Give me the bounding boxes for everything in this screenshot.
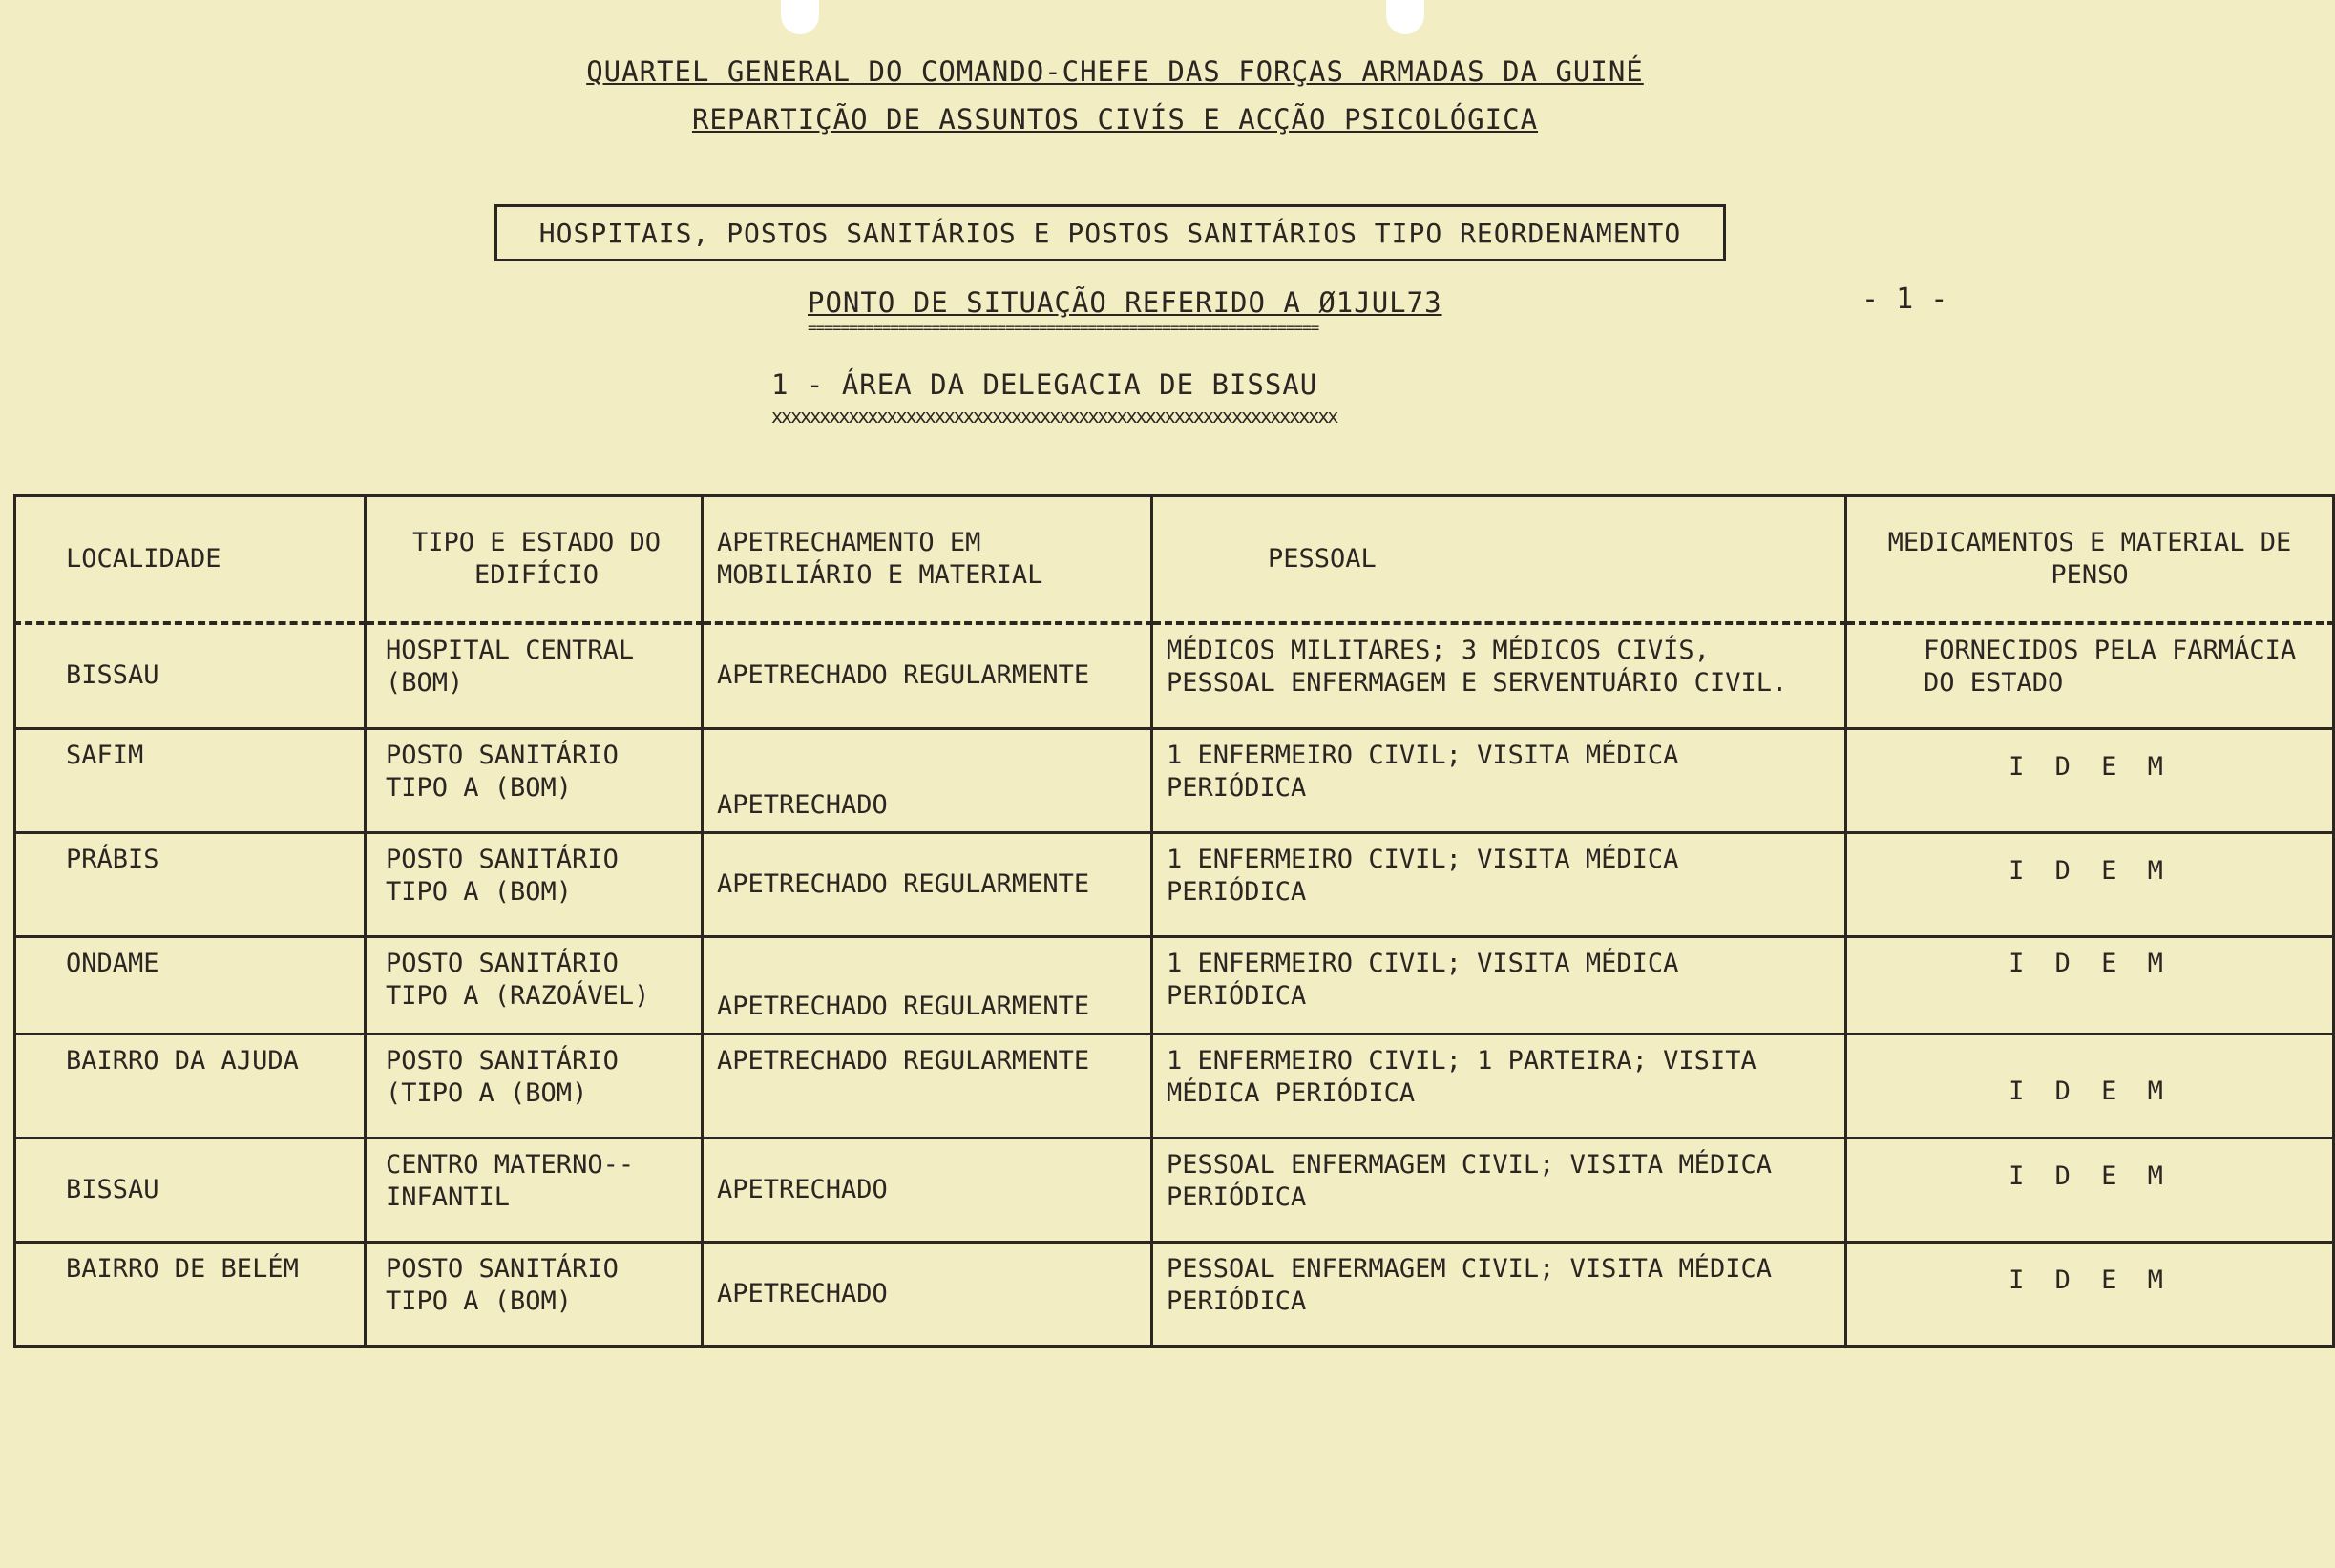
cell-apetrechamento: APETRECHADO REGULARMENTE [703,832,1152,936]
col-medicamentos: MEDICAMENTOS E MATERIAL DE PENSO [1846,496,2334,624]
cell-medicamentos: I D E M [1846,1242,2334,1346]
table-row [15,1138,2334,1242]
cell-tipo: CENTRO MATERNO--INFANTIL [366,1138,703,1242]
header-line-1: QUARTEL GENERAL DO COMANDO-CHEFE DAS FORÇAS ARMADAS DA GUINÉ [586,55,1644,88]
cell-apetrechamento: APETRECHADO REGULARMENTE [703,936,1152,1034]
cell-tipo: POSTO SANITÁRIO TIPO A (RAZOÁVEL) [366,936,703,1034]
health-facilities-table [13,494,2335,1348]
cell-localidade: BISSAU [15,1138,366,1242]
cell-pessoal: 1 ENFERMEIRO CIVIL; VISITA MÉDICA PERIÓDICA [1152,728,1846,832]
table-row [15,623,2334,728]
cell-tipo: POSTO SANITÁRIO TIPO A (BOM) [366,832,703,936]
cell-medicamentos: I D E M [1846,832,2334,936]
cell-localidade: BISSAU [15,623,366,728]
cell-apetrechamento: APETRECHADO [703,1242,1152,1346]
cell-localidade: ONDAME [15,936,366,1034]
cell-medicamentos: I D E M [1846,728,2334,832]
table-row [15,728,2334,832]
cell-apetrechamento: APETRECHADO REGULARMENTE [703,1034,1152,1138]
col-pessoal: PESSOAL [1152,496,1846,624]
cell-tipo: POSTO SANITÁRIO (TIPO A (BOM) [366,1034,703,1138]
cell-medicamentos: I D E M [1846,1138,2334,1242]
cell-pessoal: 1 ENFERMEIRO CIVIL; VISITA MÉDICA PERIÓDICA [1152,936,1846,1034]
cell-pessoal: 1 ENFERMEIRO CIVIL; 1 PARTEIRA; VISITA MÉDICA PERIÓDICA [1152,1034,1846,1138]
x-rule: xxxxxxxxxxxxxxxxxxxxxxxxxxxxxxxxxxxxxxxxxxxxxxxxxxxxxxxxxxx [771,405,1337,428]
cell-localidade: PRÁBIS [15,832,366,936]
table-row [15,936,2334,1034]
col-apetrechamento: APETRECHAMENTO EM MOBILIÁRIO E MATERIAL [703,496,1152,624]
table-row [15,832,2334,936]
cell-medicamentos: I D E M [1846,936,2334,1034]
cell-apetrechamento: APETRECHADO [703,728,1152,832]
cell-pessoal: 1 ENFERMEIRO CIVIL; VISITA MÉDICA PERIÓDICA [1152,832,1846,936]
cell-tipo: POSTO SANITÁRIO TIPO A (BOM) [366,728,703,832]
cell-pessoal: PESSOAL ENFERMAGEM CIVIL; VISITA MÉDICA PERIÓDICA [1152,1242,1846,1346]
cell-pessoal: MÉDICOS MILITARES; 3 MÉDICOS CIVÍS, PESSOAL ENFERMAGEM E SERVENTUÁRIO CIVIL. [1152,623,1846,728]
page-number: - 1 - [1862,282,1948,316]
cell-pessoal: PESSOAL ENFERMAGEM CIVIL; VISITA MÉDICA PERIÓDICA [1152,1138,1846,1242]
area-heading: 1 - ÁREA DA DELEGACIA DE BISSAU [771,368,1318,401]
cell-localidade: BAIRRO DE BELÉM [15,1242,366,1346]
table-row [15,1034,2334,1138]
ponto-situacao: PONTO DE SITUAÇÃO REFERIDO A Ø1JUL73 [808,286,1442,319]
header-line-2: REPARTIÇÃO DE ASSUNTOS CIVÍS E ACÇÃO PSICOLÓGICA [691,103,1539,136]
col-tipo-estado: TIPO E ESTADO DO EDIFÍCIO [366,496,703,624]
cell-apetrechamento: APETRECHADO REGULARMENTE [703,623,1152,728]
boxed-title: HOSPITAIS, POSTOS SANITÁRIOS E POSTOS SANITÁRIOS TIPO REORDENAMENTO [494,204,1726,261]
cell-apetrechamento: APETRECHADO [703,1138,1152,1242]
table-row [15,1242,2334,1346]
double-underline: ============================================================== [808,319,1319,337]
cell-medicamentos: FORNECIDOS PELA FARMÁCIA DO ESTADO [1846,623,2334,728]
cell-medicamentos: I D E M [1846,1034,2334,1138]
cell-tipo: POSTO SANITÁRIO TIPO A (BOM) [366,1242,703,1346]
punch-hole [781,0,819,34]
col-localidade: LOCALIDADE [15,496,366,624]
table-header-row [15,496,2334,624]
punch-hole [1386,0,1424,34]
cell-tipo: HOSPITAL CENTRAL (BOM) [366,623,703,728]
cell-localidade: SAFIM [15,728,366,832]
cell-localidade: BAIRRO DA AJUDA [15,1034,366,1138]
